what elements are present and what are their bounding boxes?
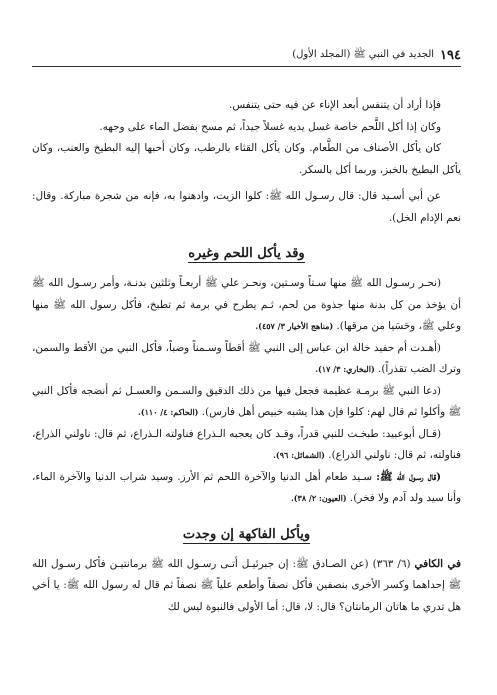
paragraph-text: سـيد طعام أهل الدنيا والآخرة اللحم ثم الأرز. وسيد شراب الدنيا والآخرة الماء، وأنا سيد ولد آدم ولا فخر). — [32, 470, 461, 504]
section-heading-text: ويأكل الفاكهة إن وجدت — [182, 526, 311, 542]
source-citation: (مناهج الأخيار ٣/ ٤٥٧). — [255, 321, 334, 331]
source-citation: (الحاكم: ٤/ ١١٠). — [138, 407, 199, 417]
paragraph — [32, 338, 461, 381]
paragraph-text: كان يأكل الأصناف من الطَّعام. وكان يأكل القثاء بالرطب، وكان أحبها إليه البطيخ والعنب، وكان يأكل البطيخ بالخبز، وربما أكل بالسكر. — [32, 142, 461, 176]
section-heading — [32, 524, 461, 546]
paragraph — [32, 138, 461, 181]
paragraph-text: عن أبي أسـيد قال: قال رسـول الله ﷺ: كلوا الزيت، وادهنوا به، فإنه من شجرة مباركة. وقال: نعم الإدام الخل). — [32, 190, 461, 224]
paragraph — [32, 117, 461, 139]
paragraph-text: (نحـر رسـول الله ﷺ منها سـتاً وسـتين، ونحـر علي ﷺ أربعـاً وثلثين بدنـة، وأمر رسـول الله ﷺ أن يؤخذ من كل بدنة منها جذوة من لحم، ثـم يطرح في برمة ثم تطبخ، فأكل رسول الله ﷺ منها وعلي ﷺ، وحَسَيا من مرقها). — [32, 277, 461, 332]
paragraph — [32, 186, 461, 229]
paragraph — [32, 467, 461, 510]
paragraph-lead: في الكافي — [414, 557, 461, 570]
page-number: ١٩٤ — [440, 48, 461, 63]
paragraph-text: فإذا أراد أن يتنفس أبعد الإناء عن فيه حتى يتنفس. — [229, 99, 441, 111]
source-citation: (البخاري: ٣/ ١٧). — [315, 364, 375, 374]
paragraph-text: (دعا النبي ﷺ برمـة عظيمة فجعل فيها من ذلك الدقيق والسـمن والعسـل ثم أنضجه فأكل النبي ﷺ وأكلوا ثم قال لهم: كلوا فإن هذا يشبه خبيص أهل فارس). — [32, 384, 461, 418]
section-heading-text: وقد يأكل اللحم وغيره — [188, 246, 305, 261]
paragraph-text: (٦/ ٣٦٣) (عن الصـادق ﷺ: إن جبرئيـل أتـى رسـول الله ﷺ برمانتيـن فأكل رسـول الله ﷺ إحداهما وكسر الأخرى بنصفين فأكل نصفاً وأطعم علياً ﷺ نصفاً ثم قال له رسول الله ﷺ: يا أخي هل تدري ما هاتان الرمانتان؟ قال: لا، قال: أما الأولى فالنبوة ليس لك — [32, 557, 461, 613]
paragraph-text: (قـال أبوعبيد: طبخـت للنبي قدراً، وقـد كان يعجبه الـذراع فناولته الـذراع، ثم قال: ناولني الذراع، فناولته، ثم قال: ناولني الذراع). — [32, 427, 461, 461]
paragraph — [32, 95, 461, 117]
paragraph-text: وكان إذا أكل اللَّحم خاصة غسل يديه غسلاً جيداً، ثم مسح بفضل الماء على وجهه. — [99, 120, 441, 133]
paragraph — [32, 424, 461, 467]
paragraph-text: (أهـدت أم حفيد خالة ابن عباس إلى النبي ﷺ أقطاً وسـمناً وضباً، فأكل النبي من الأقط والسمن، وترك الضب تقذراً). — [32, 341, 461, 375]
source-citation: (الشمائل: ٩٦). — [273, 450, 325, 460]
paragraph — [32, 554, 461, 619]
paragraph — [32, 273, 461, 338]
paragraph — [32, 381, 461, 424]
source-citation: (العيون: ٢/ ٣٨). — [290, 493, 347, 503]
page-header — [32, 44, 461, 67]
running-title: الجديد في النبي ﷺ (المجلد الأول) — [292, 49, 435, 60]
page-body — [32, 95, 461, 618]
section-heading — [32, 243, 461, 265]
paragraph-lead: (قال رسـول الله ﷺ: — [376, 470, 441, 483]
